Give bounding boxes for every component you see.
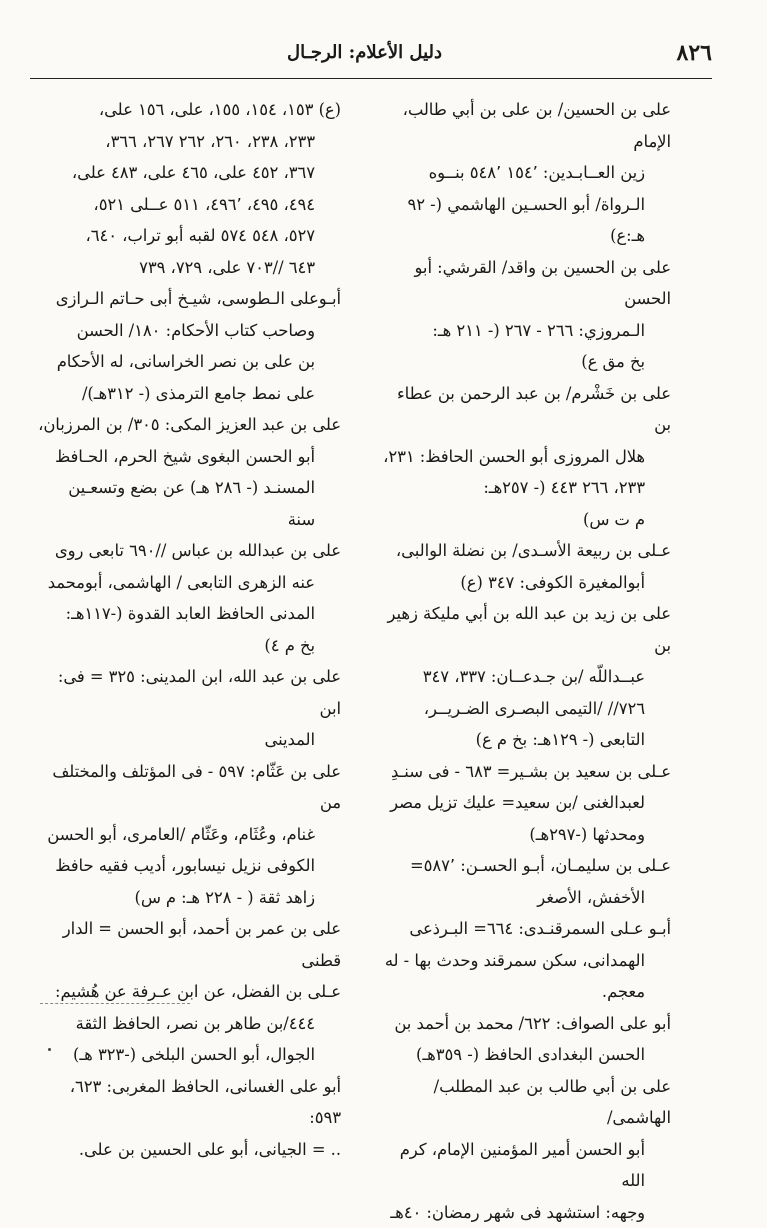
entry-continuation-line: هـ:ع) — [383, 220, 671, 252]
entry-continuation-line: الـمروزي: ٢٦٦ - ٢٦٧ (- ٢١١ هـ: — [383, 315, 671, 347]
entry-heading-line: على بن زيد بن عبد الله بن أبي مليكة زهير بن — [383, 598, 671, 661]
index-entry — [36, 283, 341, 409]
entry-heading-line: أبـو عـلى السمرقنـدى: ٦٦٤= البـرذعى — [383, 913, 671, 945]
entry-heading-line: على بن خَشْرم/ بن عبد الرحمن بن عطاء بن — [383, 378, 671, 441]
entry-continuation-line: على نمط جامع الترمذى (- ٣١٢هـ)/ — [36, 378, 341, 410]
entry-continuation-line: أبوالمغيرة الكوفى: ٣٤٧ (ع) — [383, 567, 671, 599]
entry-continuation-line: وجهه: استشهد فى شهر رمضان: ٤٠هـ — [383, 1197, 671, 1228]
index-entry — [383, 913, 671, 1008]
index-entry — [383, 535, 671, 598]
entry-continuation-line: ٣٦٧، ٤٥٢ على، ٤٦٥ على، ٤٨٣ على، — [36, 157, 341, 189]
entry-heading-line: أبو على الصواف: ٦٢٢/ محمد بن أحمد بن — [383, 1008, 671, 1040]
entry-continuation-line: م ت س) — [383, 504, 671, 536]
footer-rule — [40, 1003, 190, 1004]
index-entry — [383, 1008, 671, 1071]
index-entry — [36, 976, 341, 1071]
entry-continuation-line: عنه الزهرى التابعى / الهاشمى، أبومحمد — [36, 567, 341, 599]
entry-heading-line: على بن أبي طالب بن عبد المطلب/ الهاشمى/ — [383, 1071, 671, 1134]
entry-continuation-line: زاهد ثقة ( - ٢٢٨ هـ: م س) — [36, 882, 341, 914]
entry-heading-line: أبو على الغسانى، الحافظ المغربى: ٦٢٣، ٥٩٣: — [36, 1071, 341, 1134]
index-entry — [383, 756, 671, 851]
left-column — [36, 94, 341, 1165]
entry-heading-line: عـلى بن الفضل، عن ابن عـرفة عن هُشيم: — [36, 976, 341, 1008]
entry-continuation-line: عبــداللّه /بن جـدعــان: ٣٣٧، ٣٤٧ — [383, 661, 671, 693]
entry-continuation-line: الجوال، أبو الحسن البلخى (-٣٢٣ هـ) — [36, 1039, 341, 1071]
entry-heading-line: على بن الحسين/ بن على بن أبي طالب، الإمام — [383, 94, 671, 157]
entry-continuation-line: بخ م ٤) — [36, 630, 341, 662]
index-entry — [36, 756, 341, 914]
index-entry — [36, 94, 341, 283]
index-entry — [36, 409, 341, 535]
entry-heading-line: (ع) ١٥٣، ١٥٤، ١٥٥، على، ١٥٦ على، — [36, 94, 341, 126]
entry-continuation-line: الـرواة/ أبو الحسـين الهاشمي (- ٩٢ — [383, 189, 671, 221]
scan-speck — [48, 1048, 51, 1051]
entry-heading-line: أبـوعلى الـطوسى، شيـخ أبى حـاتم الـرازى — [36, 283, 341, 315]
entry-heading-line: عـلى بن سعيد بن بشـير= ٦٨٣ - فى سنـدِ — [383, 756, 671, 788]
entry-continuation-line: أبو الحسن أمير المؤمنين الإمام، كرم الله — [383, 1134, 671, 1197]
index-entry — [383, 850, 671, 913]
running-title: دليل الأعلام: الرجـال — [287, 42, 442, 63]
right-column — [383, 94, 671, 1228]
entry-continuation-line: ٤٤٤/بن طاهر بن نصر، الحافظ الثقة — [36, 1008, 341, 1040]
entry-continuation-line: ٦٤٣ //٧٠٣ على، ٧٢٩، ٧٣٩ — [36, 252, 341, 284]
entry-continuation-line: المسنـد (- ٢٨٦ هـ) عن بضع وتسعـين — [36, 472, 341, 504]
entry-continuation-line: سنة — [36, 504, 341, 536]
entry-heading-line: على بن عبدالله بن عباس //٦٩٠ تابعى روى — [36, 535, 341, 567]
entry-heading-line: على بن عَثّام: ٥٩٧ - فى المؤتلف والمختلف من — [36, 756, 341, 819]
entry-heading-line: على بن عمر بن أحمد، أبو الحسن = الدار قطنى — [36, 913, 341, 976]
index-entry — [383, 252, 671, 378]
page-header — [30, 38, 712, 70]
index-entry — [383, 94, 671, 252]
entry-continuation-line: معجم. — [383, 976, 671, 1008]
entry-continuation-line: المدنى الحافظ العابد القدوة (-١١٧هـ: — [36, 598, 341, 630]
entry-continuation-line: هلال المروزى أبو الحسن الحافظ: ٢٣١، — [383, 441, 671, 473]
index-entry — [36, 661, 341, 756]
entry-continuation-line: التابعى (- ١٢٩هـ: بخ م ع) — [383, 724, 671, 756]
index-entry — [36, 1134, 341, 1166]
entry-continuation-line: زين العــابـدين: ١٥٤٬ ٥٤٨٬ بنــوه — [383, 157, 671, 189]
entry-continuation-line: الهمدانى، سكن سمرقند وحدث بها - له — [383, 945, 671, 977]
entry-continuation-line: ٧٢٦// /التيمى البصـرى الضـريــر، — [383, 693, 671, 725]
entry-continuation-line: بن على بن نصر الخراسانى، له الأحكام — [36, 346, 341, 378]
index-entry — [383, 598, 671, 756]
entry-continuation-line: الحسن البغدادى الحافظ (- ٣٥٩هـ) — [383, 1039, 671, 1071]
entry-continuation-line: ٤٩٤، ٤٩٥، ٤٩٦٬، ٥١١ عــلى ٥٢١، — [36, 189, 341, 221]
index-entry — [36, 535, 341, 661]
entry-continuation-line: الأخفش، الأصغر — [383, 882, 671, 914]
entry-heading-line: على بن عبد الله، ابن المدينى: ٣٢٥ = فى: ابن — [36, 661, 341, 724]
entry-continuation-line: بخ مق ع) — [383, 346, 671, 378]
entry-continuation-line: وصاحب كتاب الأحكام: ١٨٠/ الحسن — [36, 315, 341, 347]
entry-heading-line: عـلى بن سليمـان، أبـو الحسـن: ٥٨٧٬= — [383, 850, 671, 882]
entry-continuation-line: ٢٣٣، ٢٣٨، ٢٦٠، ٢٦٢ ٢٦٧، ٣٦٦، — [36, 126, 341, 158]
entry-continuation-line: ومحدثها (-٢٩٧هـ) — [383, 819, 671, 851]
entry-continuation-line: الكوفى نزيل نيسابور، أديب فقيه حافظ — [36, 850, 341, 882]
entry-heading-line: عـلى بن ربيعة الأسـدى/ بن نضلة الوالبى، — [383, 535, 671, 567]
page-number: ٨٢٦ — [677, 40, 712, 66]
index-entry — [383, 1071, 671, 1228]
entry-heading-line: على بن الحسين بن واقد/ القرشي: أبو الحسن — [383, 252, 671, 315]
index-entry — [36, 1071, 341, 1134]
entry-continuation-line: ٢٣٣، ٢٦٦ ٤٤٣ (- ٢٥٧هـ: — [383, 472, 671, 504]
entry-continuation-line: المدينى — [36, 724, 341, 756]
entry-heading-line: .. = الجيانى، أبو على الحسين بن على. — [36, 1134, 341, 1166]
entry-continuation-line: ٥٢٧، ٥٤٨ ٥٧٤ لقبه أبو تراب، ٦٤٠، — [36, 220, 341, 252]
entry-heading-line: على بن عبد العزيز المكى: ٣٠٥/ بن المرزبان، — [36, 409, 341, 441]
header-rule — [30, 78, 712, 79]
index-entry — [383, 378, 671, 536]
entry-continuation-line: غنام، وعُثَام، وعَثّام /العامرى، أبو الحسن — [36, 819, 341, 851]
entry-continuation-line: لعبدالغنى /بن سعيد= عليك تزيل مصر — [383, 787, 671, 819]
entry-continuation-line: أبو الحسن البغوى شيخ الحرم، الحـافظ — [36, 441, 341, 473]
index-entry — [36, 913, 341, 976]
